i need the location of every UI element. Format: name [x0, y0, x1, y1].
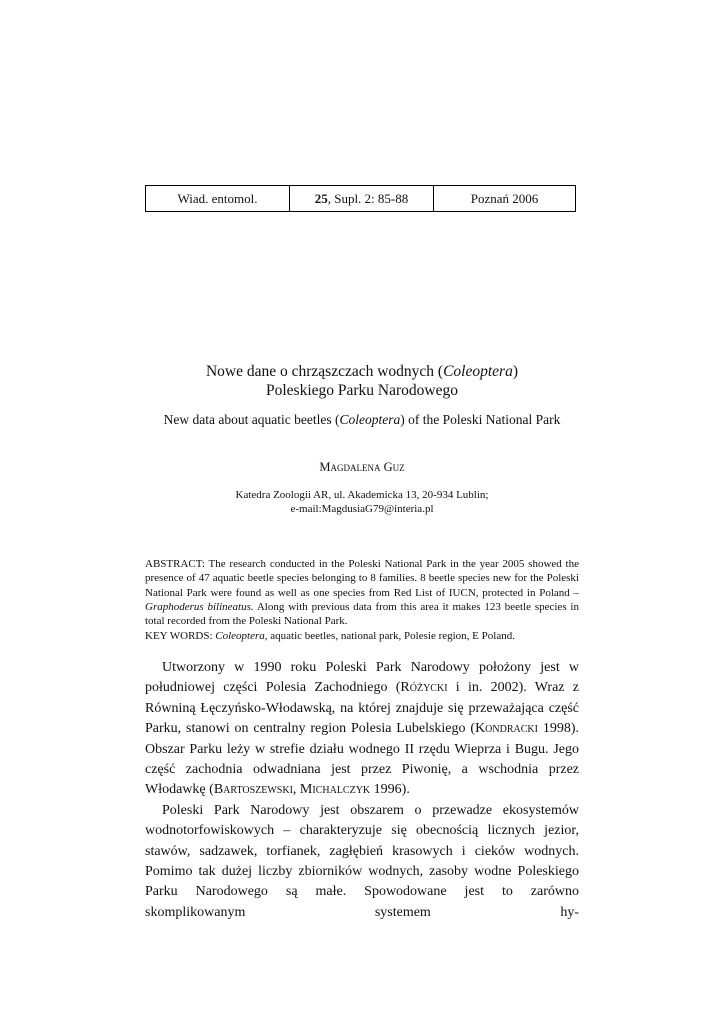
- body-text: [145, 658, 579, 923]
- citation: Bartoszewski: [213, 782, 293, 798]
- title-polish-line1: Nowe dane o chrząszczach wodnych (Coleoptera): [205, 363, 519, 380]
- place-year: Poznań 2006: [470, 190, 539, 206]
- affiliation-address: Katedra Zoologii AR, ul. Akademicka 13, 20-934 Lublin;: [235, 489, 489, 501]
- journal-name: Wiad. entomol.: [177, 190, 258, 206]
- volume-number: 25: [314, 190, 328, 206]
- author-name: Magdalena Guz: [319, 460, 405, 474]
- affiliation: [0, 488, 724, 516]
- keywords: KEY WORDS: Coleoptera, aquatic beetles, national park, Polesie region, E Poland.: [145, 630, 515, 643]
- journal-header-table: [145, 185, 576, 212]
- citation: Różycki: [400, 680, 448, 696]
- supplement-pages: , Supl. 2: 85-88: [327, 190, 409, 206]
- species-name: Graphoderus bilineatus.: [145, 600, 254, 613]
- abstract-block: [145, 557, 579, 644]
- volume-cell: [290, 186, 434, 211]
- title-english: New data about aquatic beetles (Coleoptera) of the Poleski National Park: [163, 412, 561, 427]
- affiliation-email: e-mail:MagdusiaG79@interia.pl: [290, 503, 434, 515]
- title-polish: [0, 362, 724, 400]
- abstract-text: ABSTRACT: The research conducted in the Poleski National Park in the year 2005 showed the presence of 47 aquatic beetle species belonging to 8 families. 8 beetle species new for the Poleski National Park were found as well as one species from Red List of IUCN, protected in Poland – Graphoderus bilineatus. Along with previous data from this area it makes 123 beetle species in total recorded from the Poleski National Park.: [145, 558, 579, 628]
- journal-name-cell: [146, 186, 290, 211]
- paragraph-2: Poleski Park Narodowy jest obszarem o przewadze ekosystemów wodnotorfowiskowych – charakteryzuje się obecnością licznych jezior, stawów, sadzawek, torfianek, zagłębień krasowych i cieków wodnych. Pomimo tak dużej liczby zbiorników wodnych, zasoby wodne Poleskiego Parku Narodowego są małe. Spowodowane jest to zarówno skomplikowanym systemem hy-: [145, 802, 579, 920]
- title-polish-line2: Poleskiego Parku Narodowego: [266, 382, 458, 399]
- paragraph-1: Utworzony w 1990 roku Poleski Park Narodowy położony jest w południowej części Polesia Zachodniego (Różycki i in. 2002). Wraz z Równiną Łęczyńsko-Włodawską, na której znajduje się przeważająca część Parku, stanowi on centralny region Polesia Lubelskiego (Kondracki 1998). Obszar Parku leży w strefie działu wodnego II rzędu Wieprza i Bugu. Jego część zachodnia odwadniana jest przez Piwonię, a wschodnia przez Włodawkę (Bartoszewski, Michalczyk 1996).: [145, 660, 579, 798]
- place-year-cell: [434, 186, 575, 211]
- citation: Kondracki: [475, 721, 538, 737]
- citation: Michalczyk: [299, 782, 371, 798]
